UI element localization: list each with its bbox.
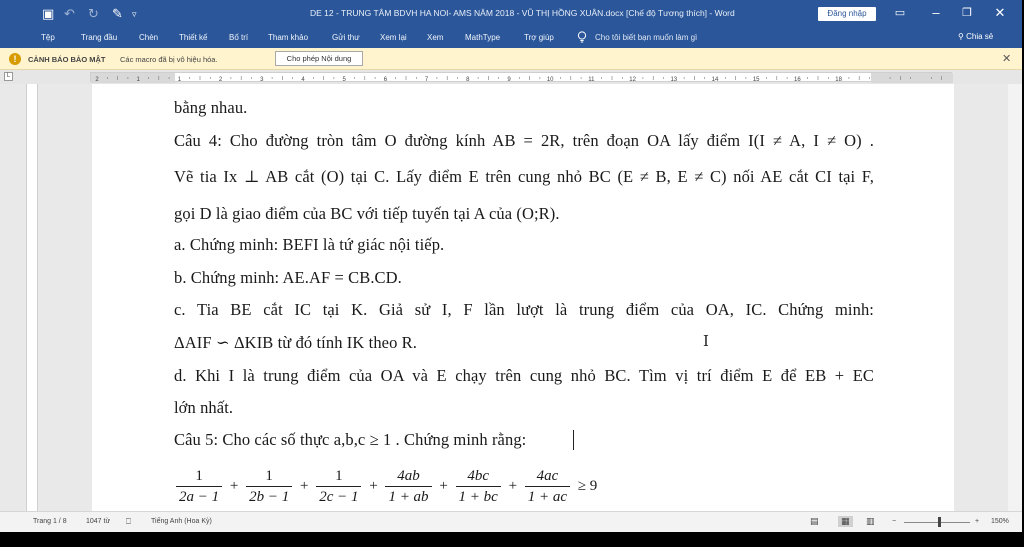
ruler-number: 14	[711, 77, 719, 83]
fraction: $\frac{4ac}{1 + ac}$	[525, 466, 570, 507]
vertical-ruler[interactable]	[26, 84, 38, 511]
document-area	[0, 84, 1022, 511]
save-icon[interactable]: ▣	[42, 6, 55, 21]
doc-line: ΔAIF ∽ ΔKIB từ đó tính IK theo R.	[174, 333, 417, 352]
horizontal-ruler-row	[0, 70, 1022, 84]
fraction: $\frac{1}{2a - 1}$	[176, 466, 222, 507]
doc-line: c. Tia BE cắt IC tại K. Giả sử I, F lần lượt là trung điểm của OA, IC. Chứng minh:	[174, 300, 874, 319]
fraction: $\frac{1}{2c - 1}$	[316, 466, 361, 507]
warning-icon: !	[9, 53, 21, 65]
tab-file[interactable]: Tệp	[41, 33, 55, 42]
word-count[interactable]: 1047 từ	[86, 518, 111, 525]
ruler-number: 1	[177, 77, 182, 83]
zoom-level[interactable]: 150%	[991, 518, 1009, 525]
web-layout-icon[interactable]: ▥	[866, 516, 875, 526]
ruler-number: 10	[546, 77, 554, 83]
vertical-scrollbar[interactable]	[1008, 84, 1022, 511]
ruler-number: 2	[218, 77, 223, 83]
tab-selector-icon[interactable]: L	[4, 72, 13, 81]
document-title: DE 12 - TRUNG TÂM BDVH HA NOI- AMS NĂM 2018 - VŨ THỊ HỒNG XUÂN.docx [Chế độ Tương thích] - Word	[310, 8, 735, 18]
minimize-icon[interactable]: –	[932, 5, 940, 20]
redo-icon[interactable]: ↻	[88, 6, 99, 21]
tab-review[interactable]: Xem lại	[380, 33, 407, 42]
horizontal-ruler[interactable]	[90, 72, 952, 82]
zoom-in-button[interactable]: +	[975, 518, 980, 525]
ruler-number: 15	[752, 77, 760, 83]
proofing-icon[interactable]: ⎕	[126, 517, 131, 526]
tab-help[interactable]: Trợ giúp	[524, 33, 554, 42]
tab-references[interactable]: Tham khảo	[268, 33, 309, 42]
inequality-formula: $\frac{1}{2a - 1}$ + $\frac{1}{2b - 1}$ + $\frac{1}{2c - 1}$ + $\frac{4ab}{1 + ab}$ + $\frac{4bc}{1 + bc}$ + $\frac{4ac}{1 + ac}$ ≥ 9	[174, 466, 599, 510]
zoom-slider-thumb[interactable]	[938, 517, 941, 527]
share-button[interactable]	[958, 32, 993, 41]
ruler-number: 4	[301, 77, 305, 83]
ruler-margin	[871, 73, 953, 83]
tab-home[interactable]: Trang đầu	[81, 33, 118, 42]
tell-me-search[interactable]: Cho tôi biết bạn muốn làm gì	[595, 33, 698, 42]
doc-line: Câu 5: Cho các số thực a,b,c ≥ 1 . Chứng minh rằng:	[174, 430, 527, 449]
ruler-ticks	[91, 73, 953, 83]
fraction: $\frac{4bc}{1 + bc}$	[456, 466, 501, 507]
fraction: $\frac{1}{2b - 1}$	[246, 466, 292, 507]
lightbulb-icon[interactable]	[577, 31, 587, 43]
text-cursor	[573, 430, 574, 450]
page-count[interactable]: Trang 1 / 8	[33, 518, 67, 525]
doc-line: a. Chứng minh: BEFI là tứ giác nội tiếp.	[174, 235, 445, 254]
ruler-number: 5	[342, 77, 346, 83]
person-icon: ⚲	[958, 32, 967, 41]
document-page[interactable]	[92, 84, 954, 511]
format-painter-icon[interactable]: ✎	[112, 6, 123, 21]
tab-design[interactable]: Thiết kế	[179, 33, 208, 42]
tab-mailings[interactable]: Gửi thư	[332, 33, 360, 42]
ruler-number: 16	[794, 77, 801, 83]
print-layout-icon[interactable]: ▦	[838, 516, 853, 527]
warning-text: Các macro đã bị vô hiệu hóa.	[120, 55, 218, 64]
close-icon[interactable]: ✕	[994, 5, 1006, 20]
enable-content-button[interactable]: Cho phép Nội dung	[275, 51, 363, 66]
tab-layout[interactable]: Bố trí	[229, 33, 249, 42]
ruler-number: 11	[588, 77, 595, 83]
title-bar	[0, 0, 1022, 28]
maximize-icon[interactable]: ❐	[962, 7, 972, 19]
ribbon-tabs	[0, 28, 1022, 48]
ruler-margin	[91, 73, 175, 83]
doc-line: Câu 4: Cho đường tròn tâm O đường kính AB = 2R, trên đoạn OA lấy điểm I(I ≠ A, I ≠ O) .	[174, 131, 874, 150]
share-label: Chia sẻ	[966, 32, 994, 41]
tab-view[interactable]: Xem	[427, 33, 444, 42]
fraction: $\frac{4ab}{1 + ab}$	[385, 466, 431, 507]
ruler-number: 18	[835, 77, 842, 83]
warning-title: CẢNH BÁO BẢO MẬT	[28, 55, 106, 64]
doc-line: d. Khi I là trung điểm của OA và E chạy trên cung nhỏ BC. Tìm vị trí điểm E để EB + EC	[174, 366, 874, 385]
customize-qat-icon[interactable]: ▿	[132, 9, 137, 19]
security-warning-bar	[0, 48, 1022, 70]
ruler-number: 3	[260, 77, 264, 83]
doc-line: Vẽ tia Ix ⊥ AB cắt (O) tại C. Lấy điểm E trên cung nhỏ BC (E ≠ B, E ≠ C) nối AE cắt CI tại F,	[174, 167, 874, 186]
ruler-number: 13	[670, 77, 678, 83]
zoom-out-button[interactable]: −	[892, 518, 897, 525]
doc-line: bằng nhau.	[174, 98, 248, 117]
language[interactable]: Tiếng Anh (Hoa Kỳ)	[151, 518, 212, 525]
ruler-number: 9	[507, 77, 511, 83]
ruler-number: 6	[383, 77, 388, 83]
doc-line: b. Chứng minh: AE.AF = CB.CD.	[174, 268, 402, 287]
ibeam-cursor-icon: I	[703, 332, 709, 350]
zoom-slider[interactable]	[904, 522, 970, 523]
sign-in-button[interactable]: Đăng nhập	[818, 7, 876, 21]
doc-line: lớn nhất.	[174, 398, 234, 417]
ruler-number: 8	[466, 77, 470, 83]
close-icon[interactable]: ✕	[1002, 53, 1012, 65]
tab-insert[interactable]: Chèn	[139, 33, 159, 42]
read-mode-icon[interactable]: ▤	[810, 516, 819, 526]
undo-icon[interactable]: ↶	[64, 6, 75, 21]
ruler-number: 12	[629, 77, 636, 83]
ruler-number: 1	[136, 77, 140, 83]
status-bar	[0, 511, 1022, 532]
ruler-number: 7	[424, 77, 429, 83]
ribbon-display-icon[interactable]: ▭	[894, 7, 906, 19]
doc-line: gọi D là giao điểm của BC với tiếp tuyến tại A của (O;R).	[174, 204, 560, 223]
tab-mathtype[interactable]: MathType	[465, 33, 501, 42]
ruler-number: 2	[95, 77, 99, 83]
